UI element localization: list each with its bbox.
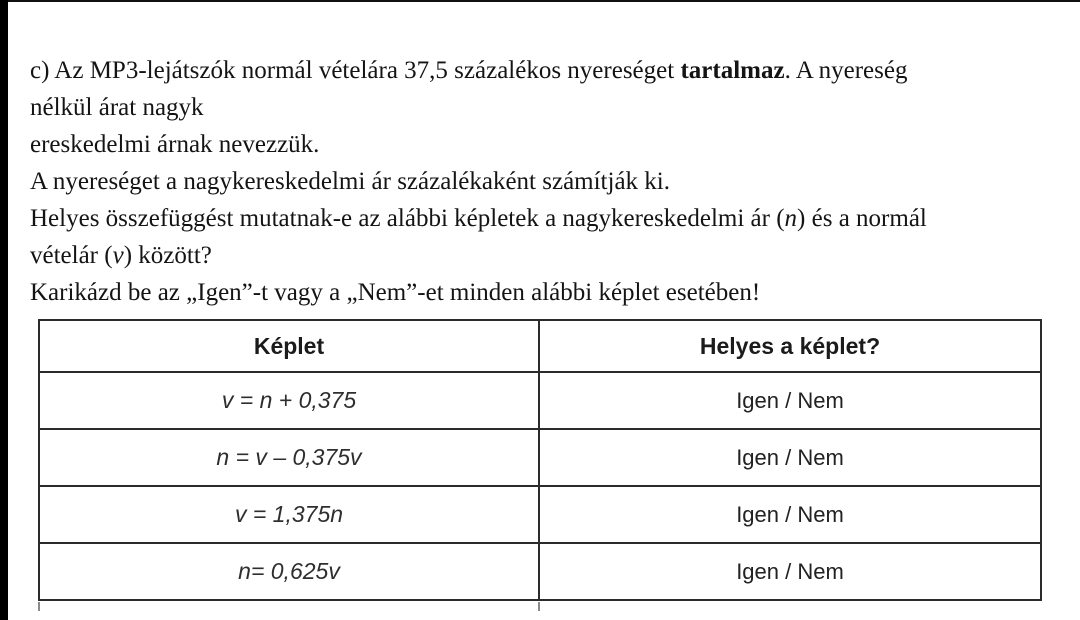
formula-cell-4: n= 0,625v	[39, 543, 539, 600]
igen-nem-option-4[interactable]: Igen / Nem	[539, 543, 1041, 600]
formula-cell-1: v = n + 0,375	[39, 372, 539, 429]
intro-line-1-bold: tartalmaz	[680, 57, 785, 84]
page-left-edge-bar	[0, 0, 8, 620]
intro-line-6-text: vételár (	[30, 242, 113, 269]
intro-line-1	[30, 52, 927, 89]
intro-line-5-text: Helyes összefüggést mutatnak-e az alábbi képletek a nagykereskedelmi ár (	[30, 205, 785, 232]
igen-nem-option-2[interactable]: Igen / Nem	[539, 429, 1041, 486]
intro-line-7	[30, 274, 927, 311]
table-row-3	[39, 486, 1041, 543]
intro-line-7-text: Karikázd be az „Igen”-t vagy a „Nem”-et minden alábbi képlet esetében!	[30, 279, 761, 306]
intro-line-2-text: nélkül árat nagyk	[30, 94, 204, 121]
intro-line-6	[30, 237, 927, 274]
cutoff-table-border-divider	[538, 602, 540, 611]
intro-line-2	[30, 89, 927, 126]
igen-nem-option-3[interactable]: Igen / Nem	[539, 486, 1041, 543]
table-header-formula: Képlet	[39, 320, 539, 372]
intro-line-4	[30, 163, 927, 200]
igen-nem-option-1[interactable]: Igen / Nem	[539, 372, 1041, 429]
intro-line-3	[30, 126, 927, 163]
intro-line-5	[30, 200, 927, 237]
table-row-1	[39, 372, 1041, 429]
formula-table	[38, 319, 1042, 601]
intro-line-1-text: c) Az MP3-lejátszók normál vételára 37,5 százalékos nyereséget	[30, 57, 681, 84]
variable-n: n	[784, 205, 798, 232]
formula-cell-2: n = v – 0,375v	[39, 429, 539, 486]
intro-line-6-tail: ) között?	[123, 242, 212, 269]
cutoff-table-border-left	[38, 602, 40, 611]
page-top-border	[0, 0, 1080, 2]
table-header-row	[39, 320, 1041, 372]
table-row-4	[39, 543, 1041, 600]
intro-line-4-text: A nyereséget a nagykereskedelmi ár százalékaként számítják ki.	[30, 168, 670, 195]
intro-line-3-text: ereskedelmi árnak nevezzük.	[30, 131, 320, 158]
intro-line-1-tail: . A nyereség	[784, 57, 908, 84]
table-row-2	[39, 429, 1041, 486]
intro-line-5-tail: ) és a normál	[797, 205, 927, 232]
table-header-correct: Helyes a képlet?	[539, 320, 1041, 372]
formula-cell-3: v = 1,375n	[39, 486, 539, 543]
variable-v: v	[112, 242, 124, 269]
intro-paragraph	[30, 52, 927, 311]
